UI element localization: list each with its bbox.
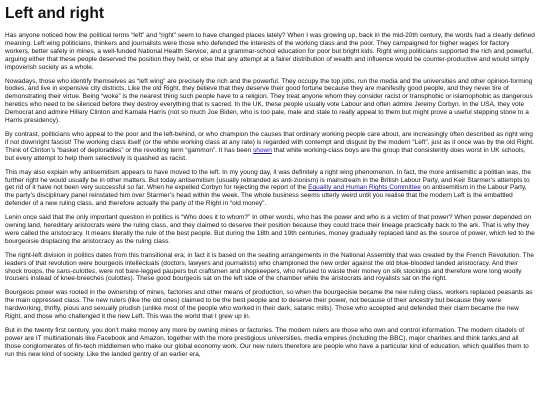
paragraph-6-text: The right-left division in politics dates from this transitional era; in fact it is based on the seating arrangements in the National Assembly that was created by the French Revolution. The leaders of that revolution were bourgeois intellectuals (doctors, lawyers and journalists) who championed the new order against the old blue-blooded landed aristocracy. And their shock troops, the bbox=[5, 251, 534, 275]
sans-culottes-term: sans-culottes bbox=[56, 267, 96, 275]
shown-link[interactable]: shown bbox=[253, 146, 272, 154]
paragraph-4-text: This may also explain why antisemitism appears to have moved to the left. In my young day, it was definitely a right wing phenomenon. In fact, the more antisemitic a politian was, the further right he would usually be in other matters. But today antisemitism (usually rebranded as anti-zionism) is mainstream in the British Labour Party, and Keir Starmer’s attempts to get rid of it have not been very successful so far. When he expelled Corbyn for rejecting the report of the bbox=[5, 168, 531, 192]
page-title: Left and right bbox=[5, 5, 105, 22]
paragraph-6-text-end: , were not bare-legged paupers but craftsmen and shopkeepers, who refused to waste their money on silk stockings and therefore wore long woolly trousers instead of knee-breeches (culottes). These good bourgeois sat on the left side of the chamber while the aristocrats and royalists sat on the right. bbox=[5, 267, 522, 283]
paragraph-3 bbox=[5, 131, 535, 163]
paragraph-4 bbox=[5, 169, 535, 209]
paragraph-1: Has anyone noticed how the political terms “left” and “right” seem to have changed places lately? When I was growing up, back in the mid-20th century, the words had a clearly defined meaning. Left wing politicians, thinkers and journalists were those who defended the interests of the working class and the poor. They campaigned for higher wages for factory workers, better safety in mines, a well-funded National Health Service, and a grammar-school education for poor but bright kids. Right wing politicians supported the rich and powerful, arguing either that these people deserved the position they held, or else that any attempt at a fairer distribution of wealth and influence would be counter-productive and would simply impoverish society as a whole. bbox=[5, 32, 535, 71]
paragraph-6 bbox=[5, 252, 535, 284]
paragraph-3-text-end: that white working-class boys are the group that consistently does worst in UK schools, but every attempt to help them selectively is quashed as racist. bbox=[5, 146, 526, 162]
paragraph-4-text-end: on antisemitism in the Labour Party, the party’s disciplinary panel reinstated him over Starmer’s head within the week. The whole business seems utterly weird until you realise that the modern Left is the embattled defender of a new ruling class, and therefore actually the party of the Right in “old money”. bbox=[5, 184, 527, 208]
ehrc-link[interactable]: Equality and Human Rights Committee bbox=[308, 184, 421, 192]
paragraph-3-text: By contrast, politicians who appeal to the poor and the left-behind, or who champion the causes that ordinary working people care about, are increasingly often described as right wing if not downright fascist! The working class itself (or the white working class at any rate) is regarded with contempt and disgust by the modern “Left”, just as it once was by the old Right. Think of Clinton’s “basket of deplorables” or the revolting term “gammon”. It has been bbox=[5, 130, 534, 154]
paragraph-8: But in the twenty first century, you don’t make money any more by owning mines or factories. The modern rulers are those who own and control information. The modern citadels of power are IT multinationals like Facebook and Amazon, together with the more prestigious universities, media empires (including the BBC), major charities and think tanks,and all those conglomerates of fin-tech middlemen who make our global economy work. Our new rulers therefore are people who have a particular kind of education, which qualifies them to run this new kind of society. Like the landed gentry of an earlier era, bbox=[5, 327, 529, 358]
paragraph-5: Lenin once said that the only important question in politics is “Who does it to whom?” In other words, who has the power and who is a victim of that power? When power depended on owning land, hereditary aristocrats were the ruling class, and they claimed to deserve their position because they could trace their lineage practically back to the ark. That is why they were called the aristocracy. It means literally the rule of the best people. But during the 18th and 19th centuries, money gradually replaced land as the source of power, which led to the bourgeoisie displacing the aristocracy as the ruling class. bbox=[5, 214, 535, 245]
paragraph-2: Nowadays, those who identify themselves as “left wing” are precisely the rich and the powerful. They occupy the top jobs, run the media and the universities and other opinion-forming bodies, and live in expensive city districts. Like the old Right, they believe that they deserve their good fortune because they are manifestly good people, and they never tire of demonstrating their virtue. Being “woke” is the nearest thing such people have to a religion. They treat anyone whom they consider racist or transphobic or islamophobic as dangerous heretics who need to be silenced before they destroy everything that is sacred. In the UK, these people usually vote Labour and often admire Jeremy Corbyn. In the USA, they vote Democrat and admire Hillary Clinton and Kamala Harris (not so much Joe Biden, who is too pale, male and stale to really appeal to them but might prove a useful stepping stone to a Harris presidency). bbox=[5, 77, 533, 125]
paragraph-7: Bourgeois power was rooted in the ownership of mines, factories and other means of production, so when the bourgeoisie became the new ruling class, workers replaced peasants as the main oppressed class. The new rulers (like the old ones) claimed to be the best people and to deserve their power, not because of their ancestry but because they were hardworking, thrifty, pious and sexually prudish (unlike most of the people who worked in their dark, satanic mills). Those who accepted and defended their claim became the new Right, and those who challenged it the new Left. This was the world that I grew up in. bbox=[5, 289, 533, 321]
